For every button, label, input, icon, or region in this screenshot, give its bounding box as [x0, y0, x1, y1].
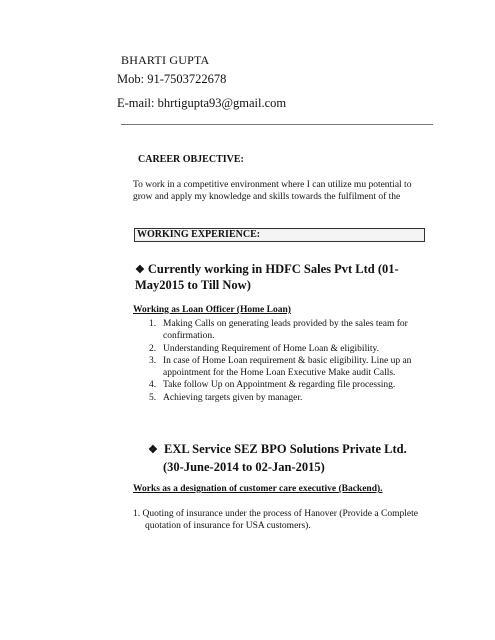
- job-1-role: Working as Loan Officer (Home Loan): [133, 305, 291, 315]
- career-objective-text: [133, 179, 411, 203]
- list-item: 2. Understanding Requirement of Home Loan & eligibility.: [149, 343, 379, 354]
- diamond-bullet-icon: ❖: [148, 444, 158, 456]
- list-item: 1. Making Calls on generating leads provided by the sales team for confirmation.: [149, 319, 408, 342]
- list-item: 4. Take follow Up on Appointment & regarding file processing.: [149, 380, 396, 391]
- working-experience-heading: WORKING EXPERIENCE:: [137, 229, 261, 240]
- job-2-title-line-2: (30-June-2014 to 02-Jan-2015): [163, 460, 325, 474]
- job-2-duty-1-line-2: quotation of insurance for USA customers).: [145, 521, 311, 532]
- career-objective-heading: CAREER OBJECTIVE:: [138, 154, 244, 165]
- job-1-duties-list: [133, 318, 433, 404]
- job-2-duty-1-line-1: 1. Quoting of insurance under the process of Hanover (Provide a Complete: [133, 509, 418, 519]
- job-2-title: [148, 441, 407, 476]
- job-1-title-line-2: May2015 to Till Now): [135, 278, 251, 292]
- job-2-role: Works as a designation of customer care executive (Backend).: [133, 484, 383, 494]
- job-2-title-line-1: EXL Service SEZ BPO Solutions Private Ltd.: [164, 442, 407, 456]
- job-2-duty-1: [133, 508, 418, 533]
- career-objective-line-1: To work in a competitive environment where I can utilize mu potential to: [133, 180, 412, 190]
- list-item: 5. Achieving targets given by manager.: [149, 392, 303, 403]
- mobile-number: Mob: 91-7503722678: [117, 72, 227, 86]
- working-experience-heading-box: [134, 228, 425, 242]
- email-address: E-mail: bhrtigupta93@gmail.com: [117, 96, 287, 110]
- job-1-title: [135, 262, 399, 293]
- career-objective-line-2: grow and apply my knowledge and skills towards the fulfilment of the: [133, 192, 401, 202]
- list-item: 3. In case of Home Loan requirement & basic eligibility. Line up an appointment for the Home Loan Executive Make audit Calls.: [149, 355, 412, 379]
- header-divider: [121, 124, 433, 125]
- diamond-bullet-icon: ❖: [135, 264, 145, 276]
- job-1-title-line-1: Currently working in HDFC Sales Pvt Ltd (01-: [147, 262, 399, 276]
- candidate-name: BHARTI GUPTA: [121, 53, 210, 67]
